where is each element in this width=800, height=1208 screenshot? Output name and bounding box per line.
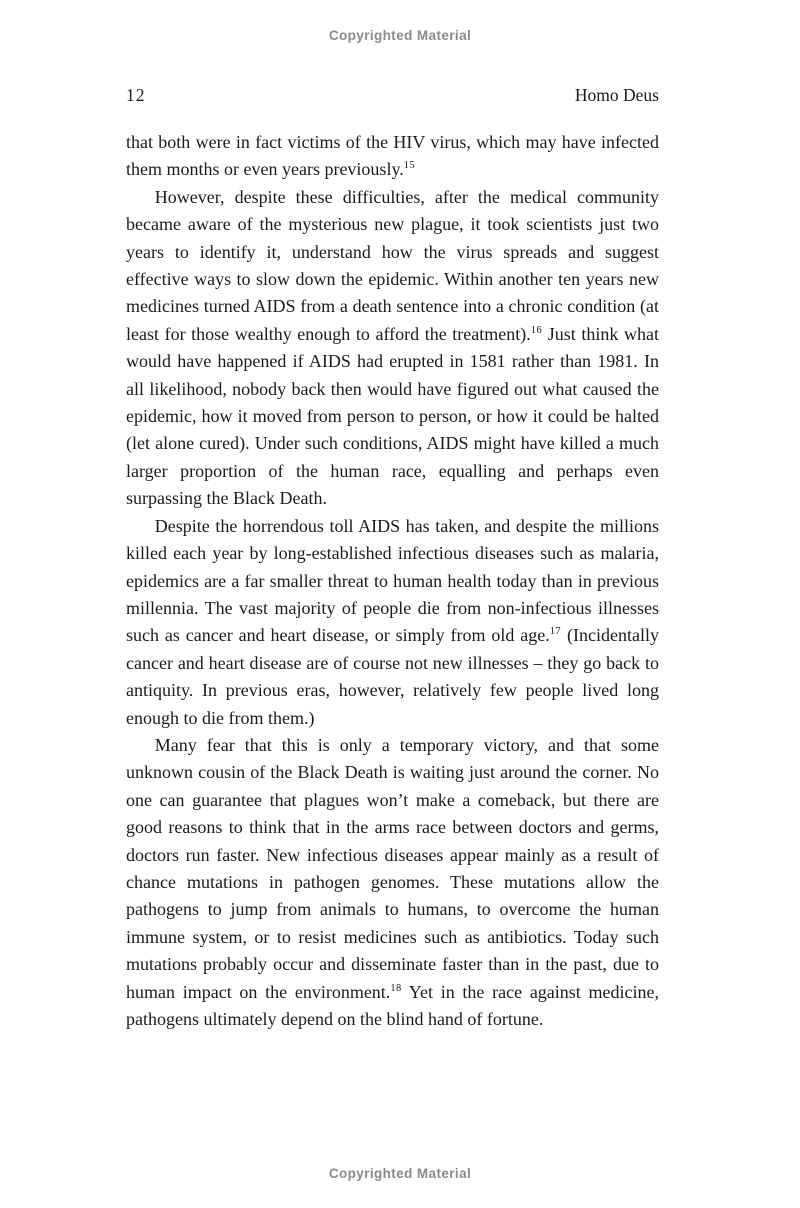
page-number: 12 (126, 85, 146, 105)
paragraph: Many fear that this is only a temporary victory, and that some unknown cousin of the Black Death is waiting just around the corner. No one can guarantee that plagues won’t make a comeback, but there are good reasons to think that in the arms race between doctors and germs, doctors run faster. New infectious diseases appear mainly as a result of chance mutations in pathogen genomes. These mutations allow the pathogens to jump from animals to humans, to overcome the human immune system, or to resist medicines such as antibiotics. Today such mutations probably occur and disseminate faster than in the past, due to human impact on the environment.$^{18}$ Yet in the race against medicine, pathogens ultimately depend on the blind hand of fortune. (126, 734, 659, 1029)
paragraph: Despite the horrendous toll AIDS has taken, and despite the millions killed each year by long-established infectious diseases such as malaria, epidemics are a far smaller threat to human health today than in previous millennia. The vast majority of people die from non-infectious illnesses such as cancer and heart disease, or simply from old age.$^{17}$ (Incidentally cancer and heart disease are of course not new illnesses – they go back to antiquity. In previous eras, however, relatively few people lived long enough to die from them.) (126, 515, 659, 728)
paragraph: that both were in fact victims of the HIV virus, which may have infected them months or even years previously.$^{15}$ (126, 132, 659, 180)
running-title: Homo Deus (574, 85, 659, 105)
footnote-reference: 16 (530, 324, 543, 336)
bottom-copyright-notice: Copyrighted Material (328, 1166, 472, 1181)
footnote-reference: 18 (390, 982, 402, 994)
footnote-reference: 17 (549, 626, 562, 638)
footnote-reference: 15 (403, 160, 416, 172)
paragraph: However, despite these difficulties, after the medical community became aware of the mysterious new plague, it took scientists just two years to identify it, understand how the virus spreads and suggest effective ways to slow down the epidemic. Within another ten years new medicines turned AIDS from a death sentence into a chronic condition (at least for those wealthy enough to afford the treatment).$^{16}$ Just think what would have happened if AIDS had erupted in 1581 rather than 1981. In all likelihood, nobody back then would have figured out what caused the epidemic, how it moved from person to person, or how it could be halted (let alone cured). Under such conditions, AIDS might have killed a much larger proportion of the human race, equalling and perhaps even surpassing the Black Death. (126, 186, 659, 509)
top-copyright-notice: Copyrighted Material (328, 28, 472, 43)
body-text (126, 129, 659, 1033)
page-header (126, 85, 659, 106)
